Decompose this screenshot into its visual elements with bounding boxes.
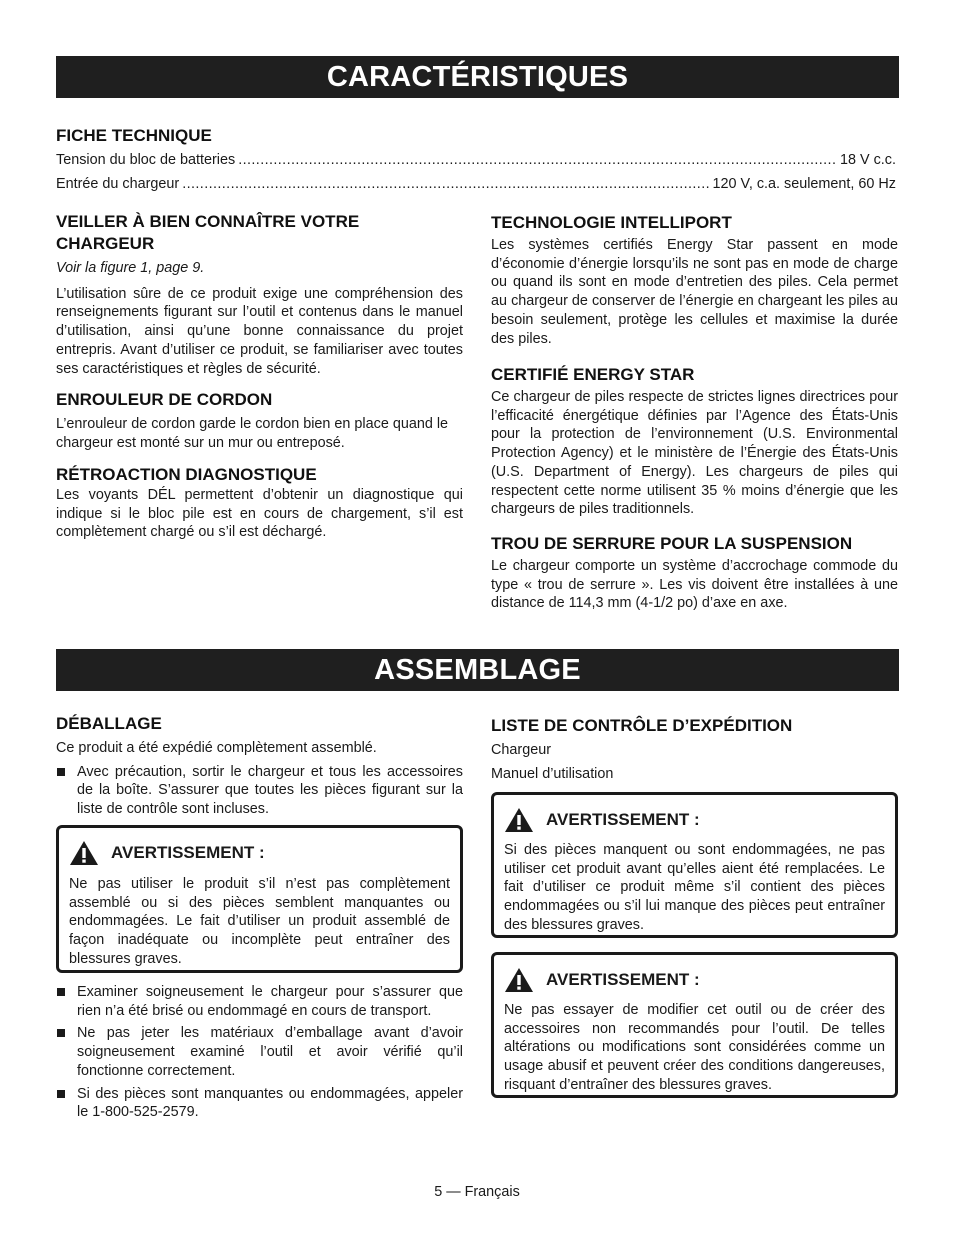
section-banner-caracteristiques: CARACTÉRISTIQUES: [56, 56, 899, 98]
spec-row-entree: [56, 175, 896, 193]
spec-label: Tension du bloc de batteries: [56, 152, 236, 168]
spec-row-tension: [56, 151, 896, 169]
trou-heading: TROU DE SERRURE POUR LA SUSPENSION: [491, 534, 853, 553]
liste-item-chargeur: Chargeur: [491, 742, 551, 758]
warning-text: Si des pièces manquent ou sont endommagées, ne pas utiliser cet produit avant qu’elles aient été remplacées. Le fait d’utiliser ce produit même s’il contient des pièces endommagées ou s’il lui manque des pièces peut entraîner des blessures graves.: [504, 842, 885, 933]
deballage-heading: DÉBALLAGE: [56, 714, 162, 733]
leader-dots: [238, 151, 837, 169]
warning-header: [504, 967, 885, 993]
warning-text: Ne pas essayer de modifier cet outil ou de créer des accessoires non recommandés pour l’outil. De telles altérations ou modifications sont considérées comme un usage abusif et peuvent créer des conditions dangereuses, risquant d’entraîner des blessures graves.: [504, 1002, 885, 1093]
fiche-technique: [56, 125, 899, 151]
warning-header: [504, 807, 885, 833]
bullet-text: Examiner soigneusement le chargeur pour s’assurer que rien n’a été brisé ou endommagé en cours de transport.: [77, 984, 463, 1019]
bullet-square-icon: [57, 988, 65, 996]
liste-heading: LISTE DE CONTRÔLE D’EXPÉDITION: [491, 716, 793, 735]
section-technologie: [491, 212, 898, 348]
list-item: [56, 1085, 463, 1122]
warning-box-modification: [491, 952, 898, 1098]
spec-label: Entrée du chargeur: [56, 176, 180, 192]
warning-title: AVERTISSEMENT :: [546, 970, 700, 989]
bullet-text: Ne pas jeter les matériaux d’emballage avant d’avoir soigneusement examiné l’outil et avoir vérifié qu’il fonctionne correctement.: [77, 1025, 463, 1079]
section-retroaction: [56, 464, 463, 542]
enrouleur-heading: ENROULEUR DE CORDON: [56, 390, 273, 409]
deballage-intro: Ce produit a été expédié complètement assemblé.: [56, 740, 377, 756]
energy-star-text: Ce chargeur de piles respecte de strictes lignes directrices pour l’efficacité énergétique définies par l’Agence des États-Unis pour la protection de l’environnement (U.S. Environmental Protection Agency) et le ministère de l’Énergie des États-Unis (U.S. Department of Energy). Les chargeurs de piles qui respectent cette norme utilisent 35 % moins d’énergie que les chargeurs de piles traditionnels.: [491, 389, 898, 518]
bullet-square-icon: [57, 1090, 65, 1098]
section-enrouleur: [56, 389, 463, 452]
bullet-text: Avec précaution, sortir le chargeur et tous les accessoires de la boîte. S’assurer que toutes les pièces figurant sur la liste de contrôle sont incluses.: [77, 763, 463, 818]
section-trou-serrure: [491, 533, 898, 613]
veiller-text: L’utilisation sûre de ce produit exige une compréhension des renseignements figurant sur l’outil et contenus dans le manuel d’utilisation, ainsi qu’une bonne connaissance du projet entrepris. Avant d’utiliser ce produit, se familiariser avec toutes ses caractéristiques et règles de sécurité.: [56, 285, 463, 377]
veiller-heading: VEILLER À BIEN CONNAÎTRE VOTRE CHARGEUR: [56, 212, 360, 253]
spec-value: 18 V c.c.: [840, 152, 896, 168]
warning-text: Ne pas utiliser le produit s’il n’est pas complètement assemblé ou si des pièces semblent manquantes ou endommagées. Le fait d’utiliser un produit assemblé de façon inadéquate ou incomplète peut entraîner des blessures graves.: [69, 876, 450, 967]
liste-item-manuel: Manuel d’utilisation: [491, 765, 614, 782]
technologie-heading: TECHNOLOGIE INTELLIPORT: [491, 213, 732, 232]
page-footer: 5 — Français: [434, 1184, 520, 1200]
retroaction-text: Les voyants DÉL permettent d’obtenir un diagnostique qui indique si le bloc pile est en cours de chargement, s’il est complètement chargé ou s’il est déchargé.: [56, 487, 463, 541]
fiche-technique-heading: FICHE TECHNIQUE: [56, 126, 212, 145]
list-item: [56, 1024, 463, 1080]
retroaction-heading: RÉTROACTION DIAGNOSTIQUE: [56, 465, 317, 484]
spec-value: 120 V, c.a. seulement, 60 Hz: [712, 176, 896, 192]
section-banner-assemblage: ASSEMBLAGE: [56, 649, 899, 691]
section-liste-controle: [491, 715, 898, 783]
deballage-bullets-bottom: [56, 983, 463, 1126]
section-energy-star: [491, 364, 898, 519]
list-item: [56, 983, 463, 1020]
deballage-bullets-top: [56, 763, 463, 819]
warning-triangle-icon: [504, 967, 534, 993]
warning-box-assemblage: [56, 825, 463, 973]
section-veiller: [56, 211, 463, 378]
warning-title: AVERTISSEMENT :: [111, 843, 265, 862]
warning-header: [69, 840, 450, 866]
warning-triangle-icon: [504, 807, 534, 833]
bullet-square-icon: [57, 768, 65, 776]
trou-text: Le chargeur comporte un système d’accrochage commode du type « trou de serrure ». Les vis doivent être installées à une distance de 114,3 mm (4-1/2 po) d’axe en axe.: [491, 558, 898, 612]
bullet-square-icon: [57, 1029, 65, 1037]
list-item: [56, 763, 463, 819]
enrouleur-text: L’enrouleur de cordon garde le cordon bien en place quand le chargeur est monté sur un mur ou entreposé.: [56, 416, 449, 451]
veiller-note: Voir la figure 1, page 9.: [56, 260, 205, 276]
warning-box-pieces: [491, 792, 898, 938]
bullet-list: [56, 983, 463, 1122]
technologie-text: Les systèmes certifiés Energy Star passent en mode d’économie d’énergie lorsqu’ils ne sont pas en mode de charge ou quand ils sont en mode d’entretien des piles. Cela permet au chargeur de conserver de l’énergie en chargeant les piles au besoin seulement, protège les cellules et maximise la durée des piles.: [491, 237, 898, 347]
leader-dots: [182, 175, 709, 193]
warning-title: AVERTISSEMENT :: [546, 810, 700, 829]
energy-star-heading: CERTIFIÉ ENERGY STAR: [491, 365, 695, 384]
bullet-text: Si des pièces sont manquantes ou endommagées, appeler le 1-800-525-2579.: [77, 1085, 463, 1121]
section-deballage: [56, 713, 463, 823]
warning-triangle-icon: [69, 840, 99, 866]
